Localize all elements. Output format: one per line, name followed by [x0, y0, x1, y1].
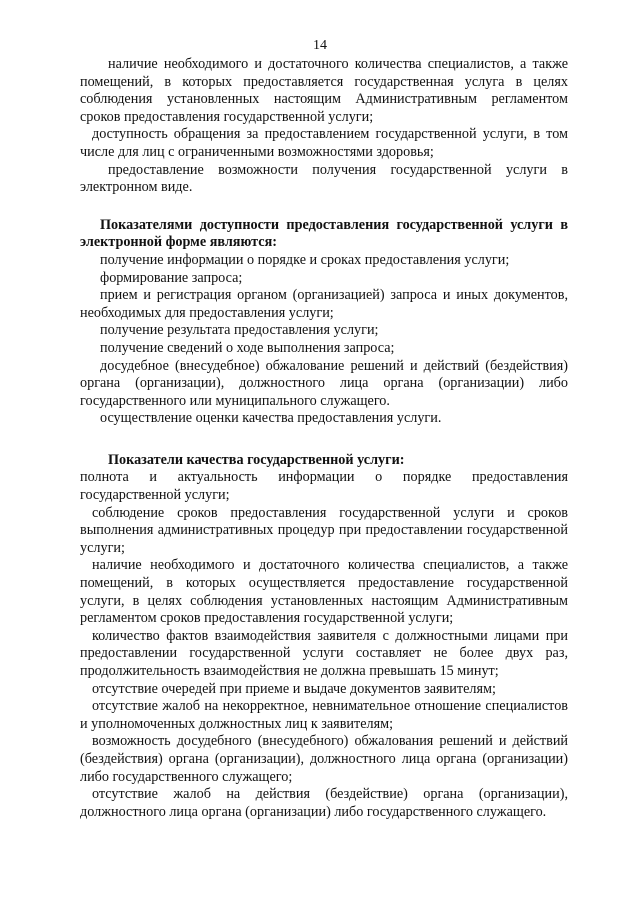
list-item: досудебное (внесудебное) обжалование решений и действий (бездействия) органа (организации), должностного лица органа (организации) либо государственного или муниципального служащего. — [80, 357, 568, 409]
document-body — [80, 56, 568, 821]
list-item: получение результата предоставления услуги; — [100, 322, 379, 339]
heading-quality-indicators: Показатели качества государственной услуги: — [108, 451, 405, 468]
page-number: 14 — [313, 38, 327, 53]
heading-electronic-availability: Показателями доступности предоставления государственной услуги в электронной форме являются: — [80, 216, 568, 251]
list-item: полнота и актуальность информации о порядке предоставления государственной услуги; — [80, 469, 568, 504]
list-item: формирование запроса; — [100, 269, 243, 286]
paragraph-accessibility: доступность обращения за предоставлением государственной услуги, в том числе для лиц с ограниченными возможностями здоровья; — [80, 126, 568, 160]
list-item: наличие необходимого и достаточного количества специалистов, а также помещений, в которых осуществляется предоставление государственной услуги, в целях соблюдения установленных настоящим Административным регламентом сроков предоставления государственной услуги; — [80, 557, 568, 627]
list-item: возможность досудебного (внесудебного) обжалования решений и действий (бездействия) органа (организации), должностного лица органа (организации) либо государственного служащего; — [80, 733, 568, 785]
list-item: отсутствие жалоб на действия (бездействие) органа (организации), должностного лица органа (организации) либо государственного служащего. — [80, 786, 568, 820]
paragraph-electronic-possibility: предоставление возможности получения государственной услуги в электронном виде. — [80, 161, 568, 196]
list-item: соблюдение сроков предоставления государственной услуги и сроков выполнения административных процедур при предоставлении государственной услуги; — [80, 504, 568, 556]
list-item: прием и регистрация органом (организацией) запроса и иных документов, необходимых для предоставления услуги; — [80, 287, 568, 321]
list-item: получение сведений о ходе выполнения запроса; — [100, 339, 395, 356]
list-item: осуществление оценки качества предоставления услуги. — [100, 410, 442, 427]
list-item: количество фактов взаимодействия заявителя с должностными лицами при предоставлении государственной услуги составляет не более двух раз, продолжительность взаимодействия не должна превышать 15 минут; — [80, 627, 568, 679]
list-item: отсутствие очередей при приеме и выдаче документов заявителям; — [92, 680, 496, 697]
list-item: получение информации о порядке и сроках предоставления услуги; — [100, 251, 510, 268]
list-item: отсутствие жалоб на некорректное, невнимательное отношение специалистов и уполномоченных должностных лиц к заявителям; — [80, 698, 568, 732]
paragraph-specialists-premises: наличие необходимого и достаточного количества специалистов, а также помещений, в которых предоставляется государственная услуга в целях соблюдения установленных настоящим Административным регламентом сроков предоставления государственной услуги; — [80, 56, 568, 125]
